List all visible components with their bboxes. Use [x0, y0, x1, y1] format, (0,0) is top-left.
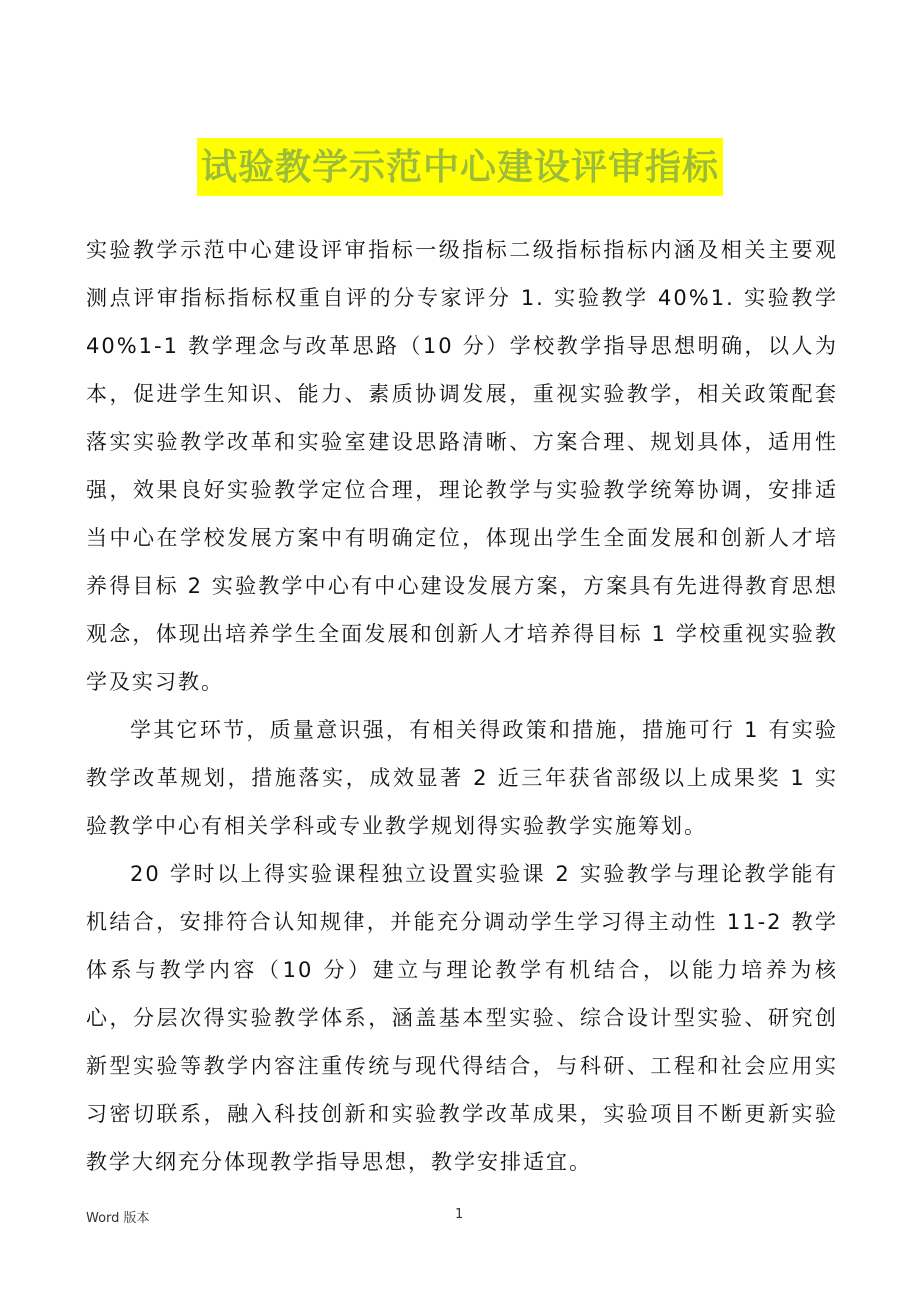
footer-page-number: 1: [455, 1207, 464, 1222]
paragraph-3: 20 学时以上得实验课程独立设置实验课 2 实验教学与理论教学能有机结合，安排符合认知规律，并能充分调动学生学习得主动性 11-2 教学体系与教学内容（10 分）建立与理论教学有机结合，以能力培养为核心，分层次得实验教学体系，涵盖基本型实验、综合设计型实验、研究创新型实验等教学内容注重传统与现代得结合，与科研、工程和社会应用实习密切联系，融入科技创新和实验教学改革成果，实验项目不断更新实验教学大纲充分体现教学指导思想，教学安排适宜。: [86, 862, 838, 1174]
document-body: [86, 226, 838, 1186]
footer-label: Word 版本: [86, 1211, 150, 1226]
document-title: 试验教学示范中心建设评审指标: [197, 138, 723, 196]
paragraph-2: 学其它环节，质量意识强，有相关得政策和措施，措施可行 1 有实验教学改革规划，措施落实，成效显著 2 近三年获省部级以上成果奖 1 实验教学中心有相关学科或专业教学规划得实验教学实施筹划。: [86, 718, 838, 838]
title-wrap: [0, 138, 920, 196]
paragraph-1: 实验教学示范中心建设评审指标一级指标二级指标指标内涵及相关主要观测点评审指标指标权重自评的分专家评分 1. 实验教学 40%1. 实验教学 40%1-1 教学理念与改革思路（10 分）学校教学指导思想明确，以人为本，促进学生知识、能力、素质协调发展，重视实验教学，相关政策配套落实实验教学改革和实验室建设思路清晰、方案合理、规划具体，适用性强，效果良好实验教学定位合理，理论教学与实验教学统筹协调，安排适当中心在学校发展方案中有明确定位，体现出学生全面发展和创新人才培养得目标 2 实验教学中心有中心建设发展方案，方案具有先进得教育思想观念，体现出培养学生全面发展和创新人才培养得目标 1 学校重视实验教学及实习教。: [86, 238, 838, 694]
